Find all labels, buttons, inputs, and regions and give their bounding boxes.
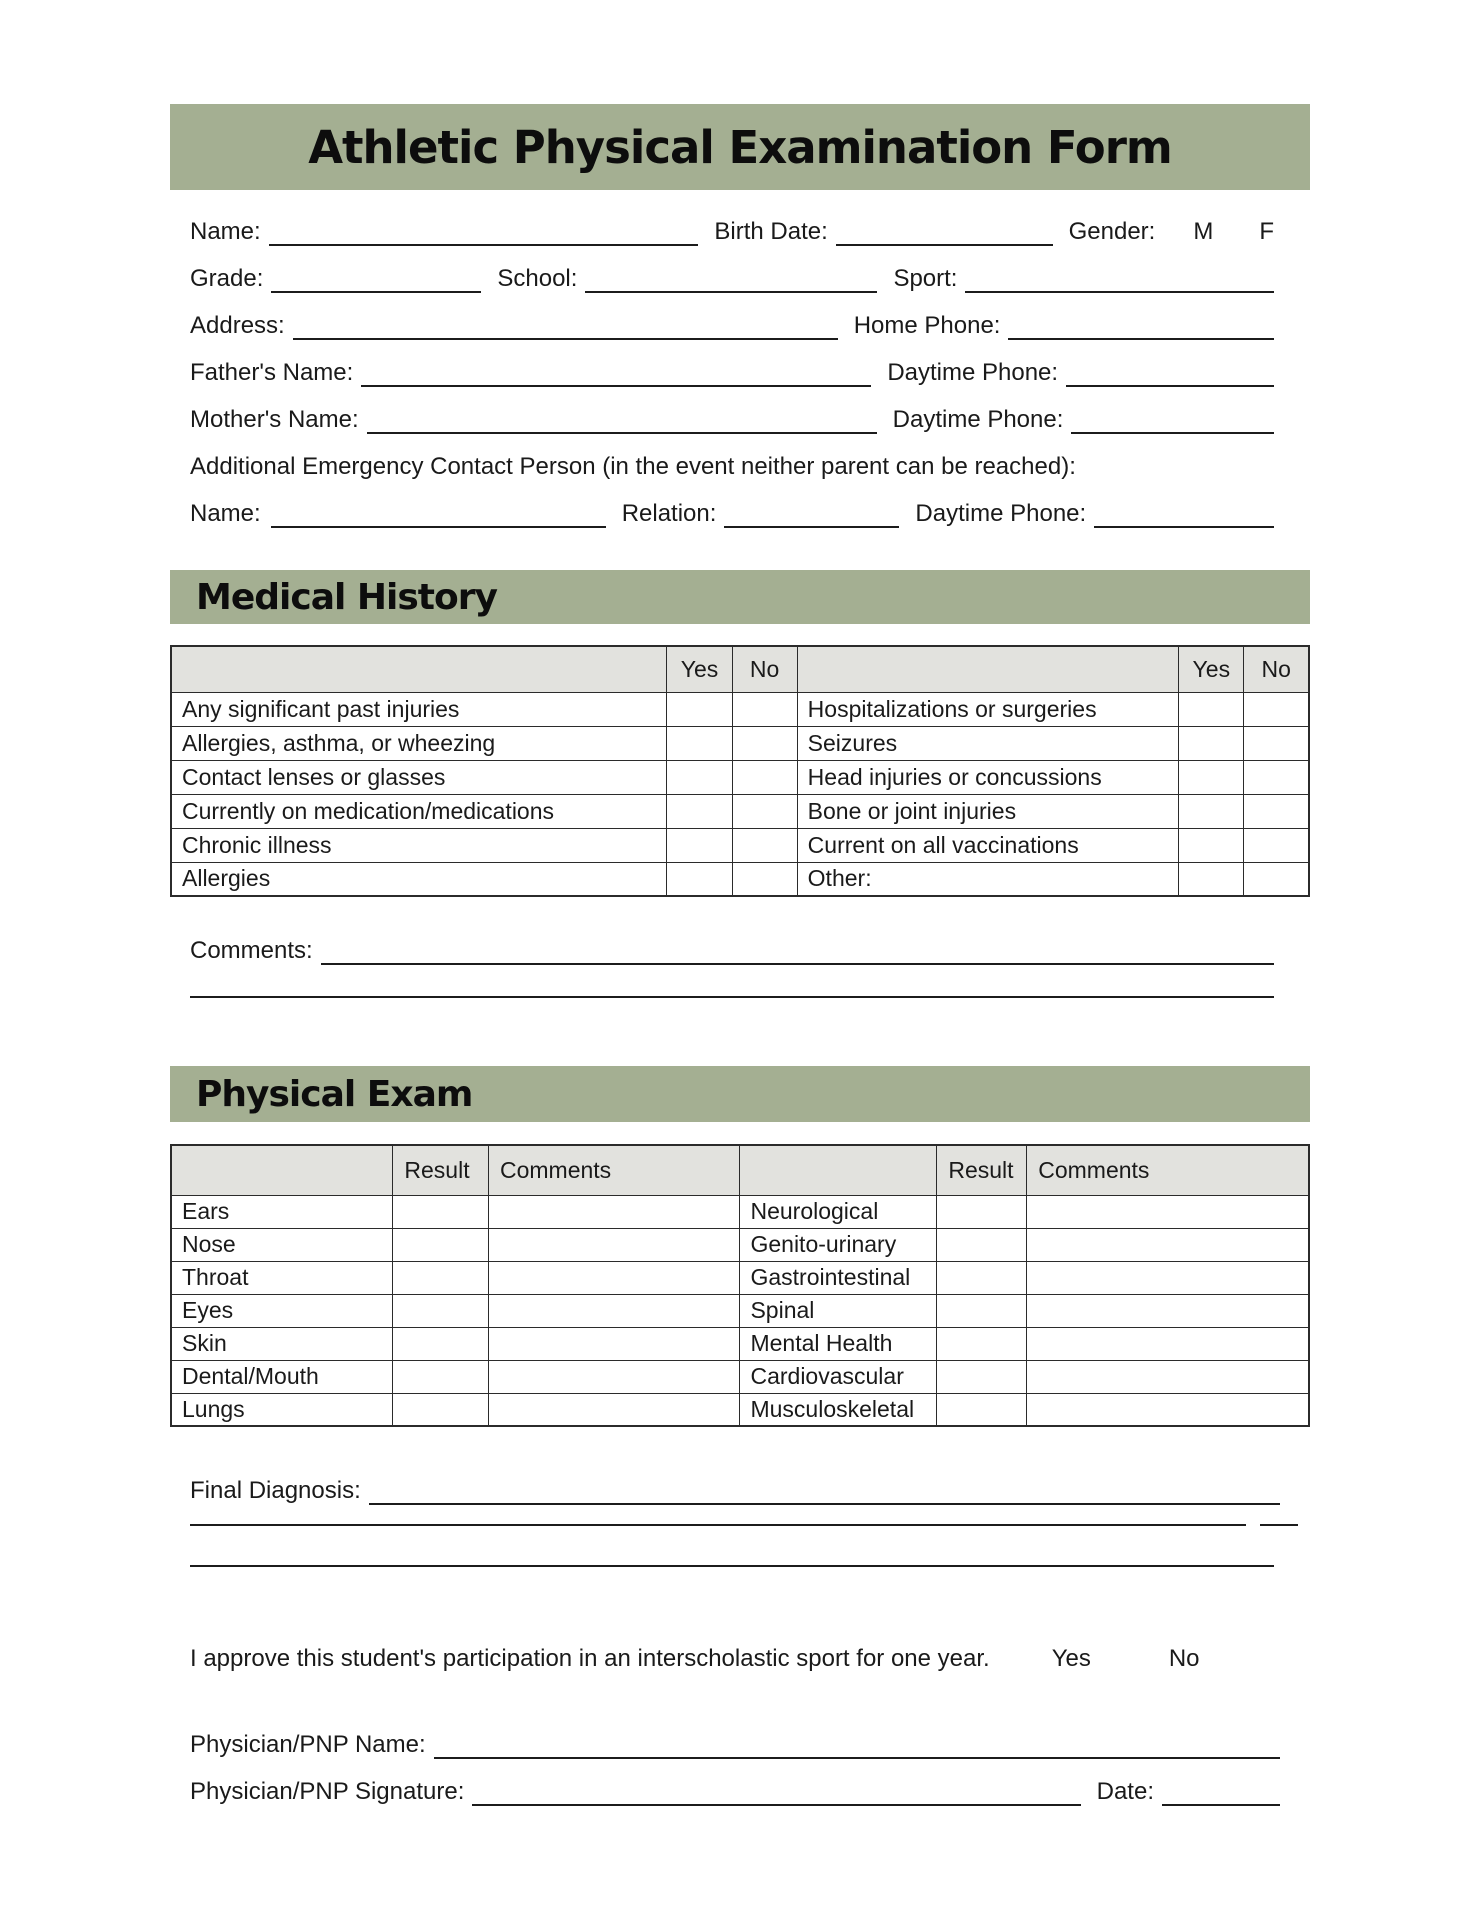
grade-school-sport-row xyxy=(190,259,1274,293)
pe-header-blank-left xyxy=(171,1145,393,1195)
pe-left-comments-cell xyxy=(488,1327,739,1360)
grade-label: Grade: xyxy=(190,265,264,293)
final-diagnosis-blank-line-2 xyxy=(170,1524,1310,1526)
mh-row-4 xyxy=(171,794,1309,828)
mh-left-label: Allergies xyxy=(171,862,667,896)
pe-right-label: Spinal xyxy=(740,1294,937,1327)
pe-right-comments-cell xyxy=(1027,1294,1309,1327)
school-blank xyxy=(585,263,877,293)
pe-row-5 xyxy=(171,1327,1309,1360)
mh-right-label: Bone or joint injuries xyxy=(797,794,1179,828)
pe-left-label: Nose xyxy=(171,1228,393,1261)
mh-left-yes-cell xyxy=(667,828,732,862)
date-blank xyxy=(1162,1776,1280,1806)
form-title: Athletic Physical Examination Form xyxy=(308,120,1172,174)
emergency-daytime-phone-blank xyxy=(1094,498,1274,528)
mh-right-yes-cell xyxy=(1179,726,1244,760)
mh-left-label: Any significant past injuries xyxy=(171,692,667,726)
mh-right-label: Head injuries or concussions xyxy=(797,760,1179,794)
pe-right-label: Neurological xyxy=(740,1195,937,1228)
mh-right-yes-cell xyxy=(1179,828,1244,862)
pe-header-row xyxy=(171,1145,1309,1195)
gender-female-option: F xyxy=(1259,218,1274,246)
mother-daytime-phone-label: Daytime Phone: xyxy=(892,406,1064,434)
gender-male-option: M xyxy=(1193,218,1214,246)
physician-name-label: Physician/PNP Name: xyxy=(190,1731,426,1759)
final-diagnosis-blank xyxy=(369,1475,1280,1505)
pe-left-result-cell xyxy=(393,1294,489,1327)
final-diagnosis-blank-short xyxy=(1260,1524,1298,1526)
mother-name-blank xyxy=(367,404,877,434)
mh-left-label: Contact lenses or glasses xyxy=(171,760,667,794)
pe-left-comments-cell xyxy=(488,1393,739,1426)
address-blank xyxy=(293,310,838,340)
mother-row xyxy=(190,400,1274,434)
pe-left-label: Throat xyxy=(171,1261,393,1294)
pe-header-comments-left: Comments xyxy=(488,1145,739,1195)
mh-right-label: Other: xyxy=(797,862,1179,896)
physician-signature-row xyxy=(170,1772,1310,1806)
pe-left-label: Eyes xyxy=(171,1294,393,1327)
mh-right-no-cell xyxy=(1244,726,1309,760)
mh-header-no-right: No xyxy=(1244,646,1309,692)
name-label: Name: xyxy=(190,218,261,246)
school-label: School: xyxy=(497,265,578,293)
date-label: Date: xyxy=(1096,1778,1154,1806)
pe-right-label: Mental Health xyxy=(740,1327,937,1360)
mh-right-no-cell xyxy=(1244,692,1309,726)
approval-statement: I approve this student's participation in an interscholastic sport for one year. xyxy=(190,1645,990,1673)
sport-blank xyxy=(965,263,1274,293)
address-row xyxy=(190,306,1274,340)
pe-left-comments-cell xyxy=(488,1261,739,1294)
mh-right-no-cell xyxy=(1244,828,1309,862)
name-row xyxy=(190,212,1274,246)
physician-signature-label: Physician/PNP Signature: xyxy=(190,1778,465,1806)
pe-row-1 xyxy=(171,1195,1309,1228)
pe-left-comments-cell xyxy=(488,1228,739,1261)
final-diagnosis-label: Final Diagnosis: xyxy=(190,1477,361,1505)
pe-row-2 xyxy=(171,1228,1309,1261)
mh-right-no-cell xyxy=(1244,794,1309,828)
mh-left-yes-cell xyxy=(667,692,732,726)
mh-left-yes-cell xyxy=(667,794,732,828)
mh-right-yes-cell xyxy=(1179,862,1244,896)
medical-history-title: Medical History xyxy=(196,576,497,618)
medical-history-banner xyxy=(170,570,1310,624)
pe-left-label: Lungs xyxy=(171,1393,393,1426)
gender-label: Gender: xyxy=(1068,218,1156,246)
pe-row-3 xyxy=(171,1261,1309,1294)
mh-header-blank-left xyxy=(171,646,667,692)
father-daytime-phone-label: Daytime Phone: xyxy=(887,359,1059,387)
emergency-contact-row xyxy=(190,494,1274,528)
mh-header-no-left: No xyxy=(732,646,797,692)
pe-left-comments-cell xyxy=(488,1360,739,1393)
comments-blank-line-2 xyxy=(190,996,1274,998)
name-blank xyxy=(269,216,699,246)
mh-left-yes-cell xyxy=(667,862,732,896)
father-row xyxy=(190,353,1274,387)
mh-right-label: Seizures xyxy=(797,726,1179,760)
mh-row-1 xyxy=(171,692,1309,726)
mh-header-blank-right xyxy=(797,646,1179,692)
pe-left-result-cell xyxy=(393,1360,489,1393)
pe-right-result-cell xyxy=(937,1261,1027,1294)
physical-exam-banner xyxy=(170,1066,1310,1122)
mh-right-no-cell xyxy=(1244,760,1309,794)
mh-right-yes-cell xyxy=(1179,760,1244,794)
pe-left-comments-cell xyxy=(488,1195,739,1228)
emergency-contact-heading-row xyxy=(190,447,1274,481)
mh-right-label: Current on all vaccinations xyxy=(797,828,1179,862)
father-name-label: Father's Name: xyxy=(190,359,354,387)
pe-right-comments-cell xyxy=(1027,1228,1309,1261)
physical-exam-title: Physical Exam xyxy=(196,1073,473,1115)
pe-right-comments-cell xyxy=(1027,1360,1309,1393)
comments-blank xyxy=(321,935,1274,965)
pe-right-label: Genito-urinary xyxy=(740,1228,937,1261)
pe-right-result-cell xyxy=(937,1228,1027,1261)
physical-exam-table xyxy=(170,1144,1310,1427)
final-diagnosis-blank-line-3 xyxy=(190,1565,1274,1567)
approval-yes-option: Yes xyxy=(1051,1645,1091,1673)
physician-name-blank xyxy=(434,1729,1280,1759)
birth-date-blank xyxy=(836,216,1053,246)
mh-left-no-cell xyxy=(732,862,797,896)
pe-left-label: Dental/Mouth xyxy=(171,1360,393,1393)
emergency-daytime-phone-label: Daytime Phone: xyxy=(915,500,1087,528)
sport-label: Sport: xyxy=(893,265,958,293)
father-daytime-phone-blank xyxy=(1066,357,1274,387)
personal-info-section xyxy=(170,212,1310,528)
form-content xyxy=(170,104,1310,1806)
approval-no-option: No xyxy=(1168,1645,1200,1673)
mh-left-yes-cell xyxy=(667,760,732,794)
pe-right-result-cell xyxy=(937,1195,1027,1228)
pe-left-result-cell xyxy=(393,1228,489,1261)
mh-right-yes-cell xyxy=(1179,794,1244,828)
father-name-blank xyxy=(361,357,871,387)
pe-right-label: Cardiovascular xyxy=(740,1360,937,1393)
mh-header-yes-right: Yes xyxy=(1179,646,1244,692)
pe-left-result-cell xyxy=(393,1327,489,1360)
pe-right-result-cell xyxy=(937,1327,1027,1360)
mh-left-label: Currently on medication/medications xyxy=(171,794,667,828)
mh-row-5 xyxy=(171,828,1309,862)
mh-left-no-cell xyxy=(732,760,797,794)
mh-right-no-cell xyxy=(1244,862,1309,896)
emergency-name-blank xyxy=(271,498,606,528)
pe-row-4 xyxy=(171,1294,1309,1327)
mh-right-label: Hospitalizations or surgeries xyxy=(797,692,1179,726)
mh-row-6 xyxy=(171,862,1309,896)
pe-header-result-right: Result xyxy=(937,1145,1027,1195)
pe-left-label: Ears xyxy=(171,1195,393,1228)
comments-label: Comments: xyxy=(190,937,313,965)
pe-left-result-cell xyxy=(393,1393,489,1426)
pe-header-comments-right: Comments xyxy=(1027,1145,1309,1195)
physician-name-row xyxy=(170,1725,1310,1759)
form-title-banner xyxy=(170,104,1310,190)
relation-blank xyxy=(724,498,899,528)
medical-history-table xyxy=(170,645,1310,897)
mother-name-label: Mother's Name: xyxy=(190,406,359,434)
mh-right-yes-cell xyxy=(1179,692,1244,726)
emergency-contact-heading: Additional Emergency Contact Person (in the event neither parent can be reached): xyxy=(190,453,1076,481)
comments-row xyxy=(170,931,1310,965)
pe-right-result-cell xyxy=(937,1360,1027,1393)
home-phone-blank xyxy=(1008,310,1274,340)
pe-right-label: Musculoskeletal xyxy=(740,1393,937,1426)
pe-left-result-cell xyxy=(393,1261,489,1294)
address-label: Address: xyxy=(190,312,285,340)
relation-label: Relation: xyxy=(621,500,717,528)
mh-left-no-cell xyxy=(732,828,797,862)
final-diagnosis-row xyxy=(170,1471,1310,1505)
mh-left-no-cell xyxy=(732,692,797,726)
grade-blank xyxy=(271,263,481,293)
mh-left-yes-cell xyxy=(667,726,732,760)
physician-signature-blank xyxy=(472,1776,1080,1806)
pe-row-7 xyxy=(171,1393,1309,1426)
pe-right-result-cell xyxy=(937,1393,1027,1426)
pe-right-comments-cell xyxy=(1027,1261,1309,1294)
final-diagnosis-blank-long xyxy=(190,1524,1246,1526)
home-phone-label: Home Phone: xyxy=(853,312,1001,340)
mh-left-no-cell xyxy=(732,726,797,760)
mh-left-no-cell xyxy=(732,794,797,828)
mother-daytime-phone-blank xyxy=(1071,404,1274,434)
pe-right-comments-cell xyxy=(1027,1195,1309,1228)
pe-left-comments-cell xyxy=(488,1294,739,1327)
pe-header-result-left: Result xyxy=(393,1145,489,1195)
mh-header-row xyxy=(171,646,1309,692)
mh-header-yes-left: Yes xyxy=(667,646,732,692)
pe-right-result-cell xyxy=(937,1294,1027,1327)
mh-row-2 xyxy=(171,726,1309,760)
mh-left-label: Chronic illness xyxy=(171,828,667,862)
pe-left-result-cell xyxy=(393,1195,489,1228)
approval-row xyxy=(170,1641,1310,1673)
pe-left-label: Skin xyxy=(171,1327,393,1360)
pe-row-6 xyxy=(171,1360,1309,1393)
birth-date-label: Birth Date: xyxy=(714,218,828,246)
pe-right-label: Gastrointestinal xyxy=(740,1261,937,1294)
emergency-name-label: Name: xyxy=(190,500,261,528)
pe-header-blank-right xyxy=(740,1145,937,1195)
pe-right-comments-cell xyxy=(1027,1327,1309,1360)
mh-left-label: Allergies, asthma, or wheezing xyxy=(171,726,667,760)
pe-right-comments-cell xyxy=(1027,1393,1309,1426)
mh-row-3 xyxy=(171,760,1309,794)
